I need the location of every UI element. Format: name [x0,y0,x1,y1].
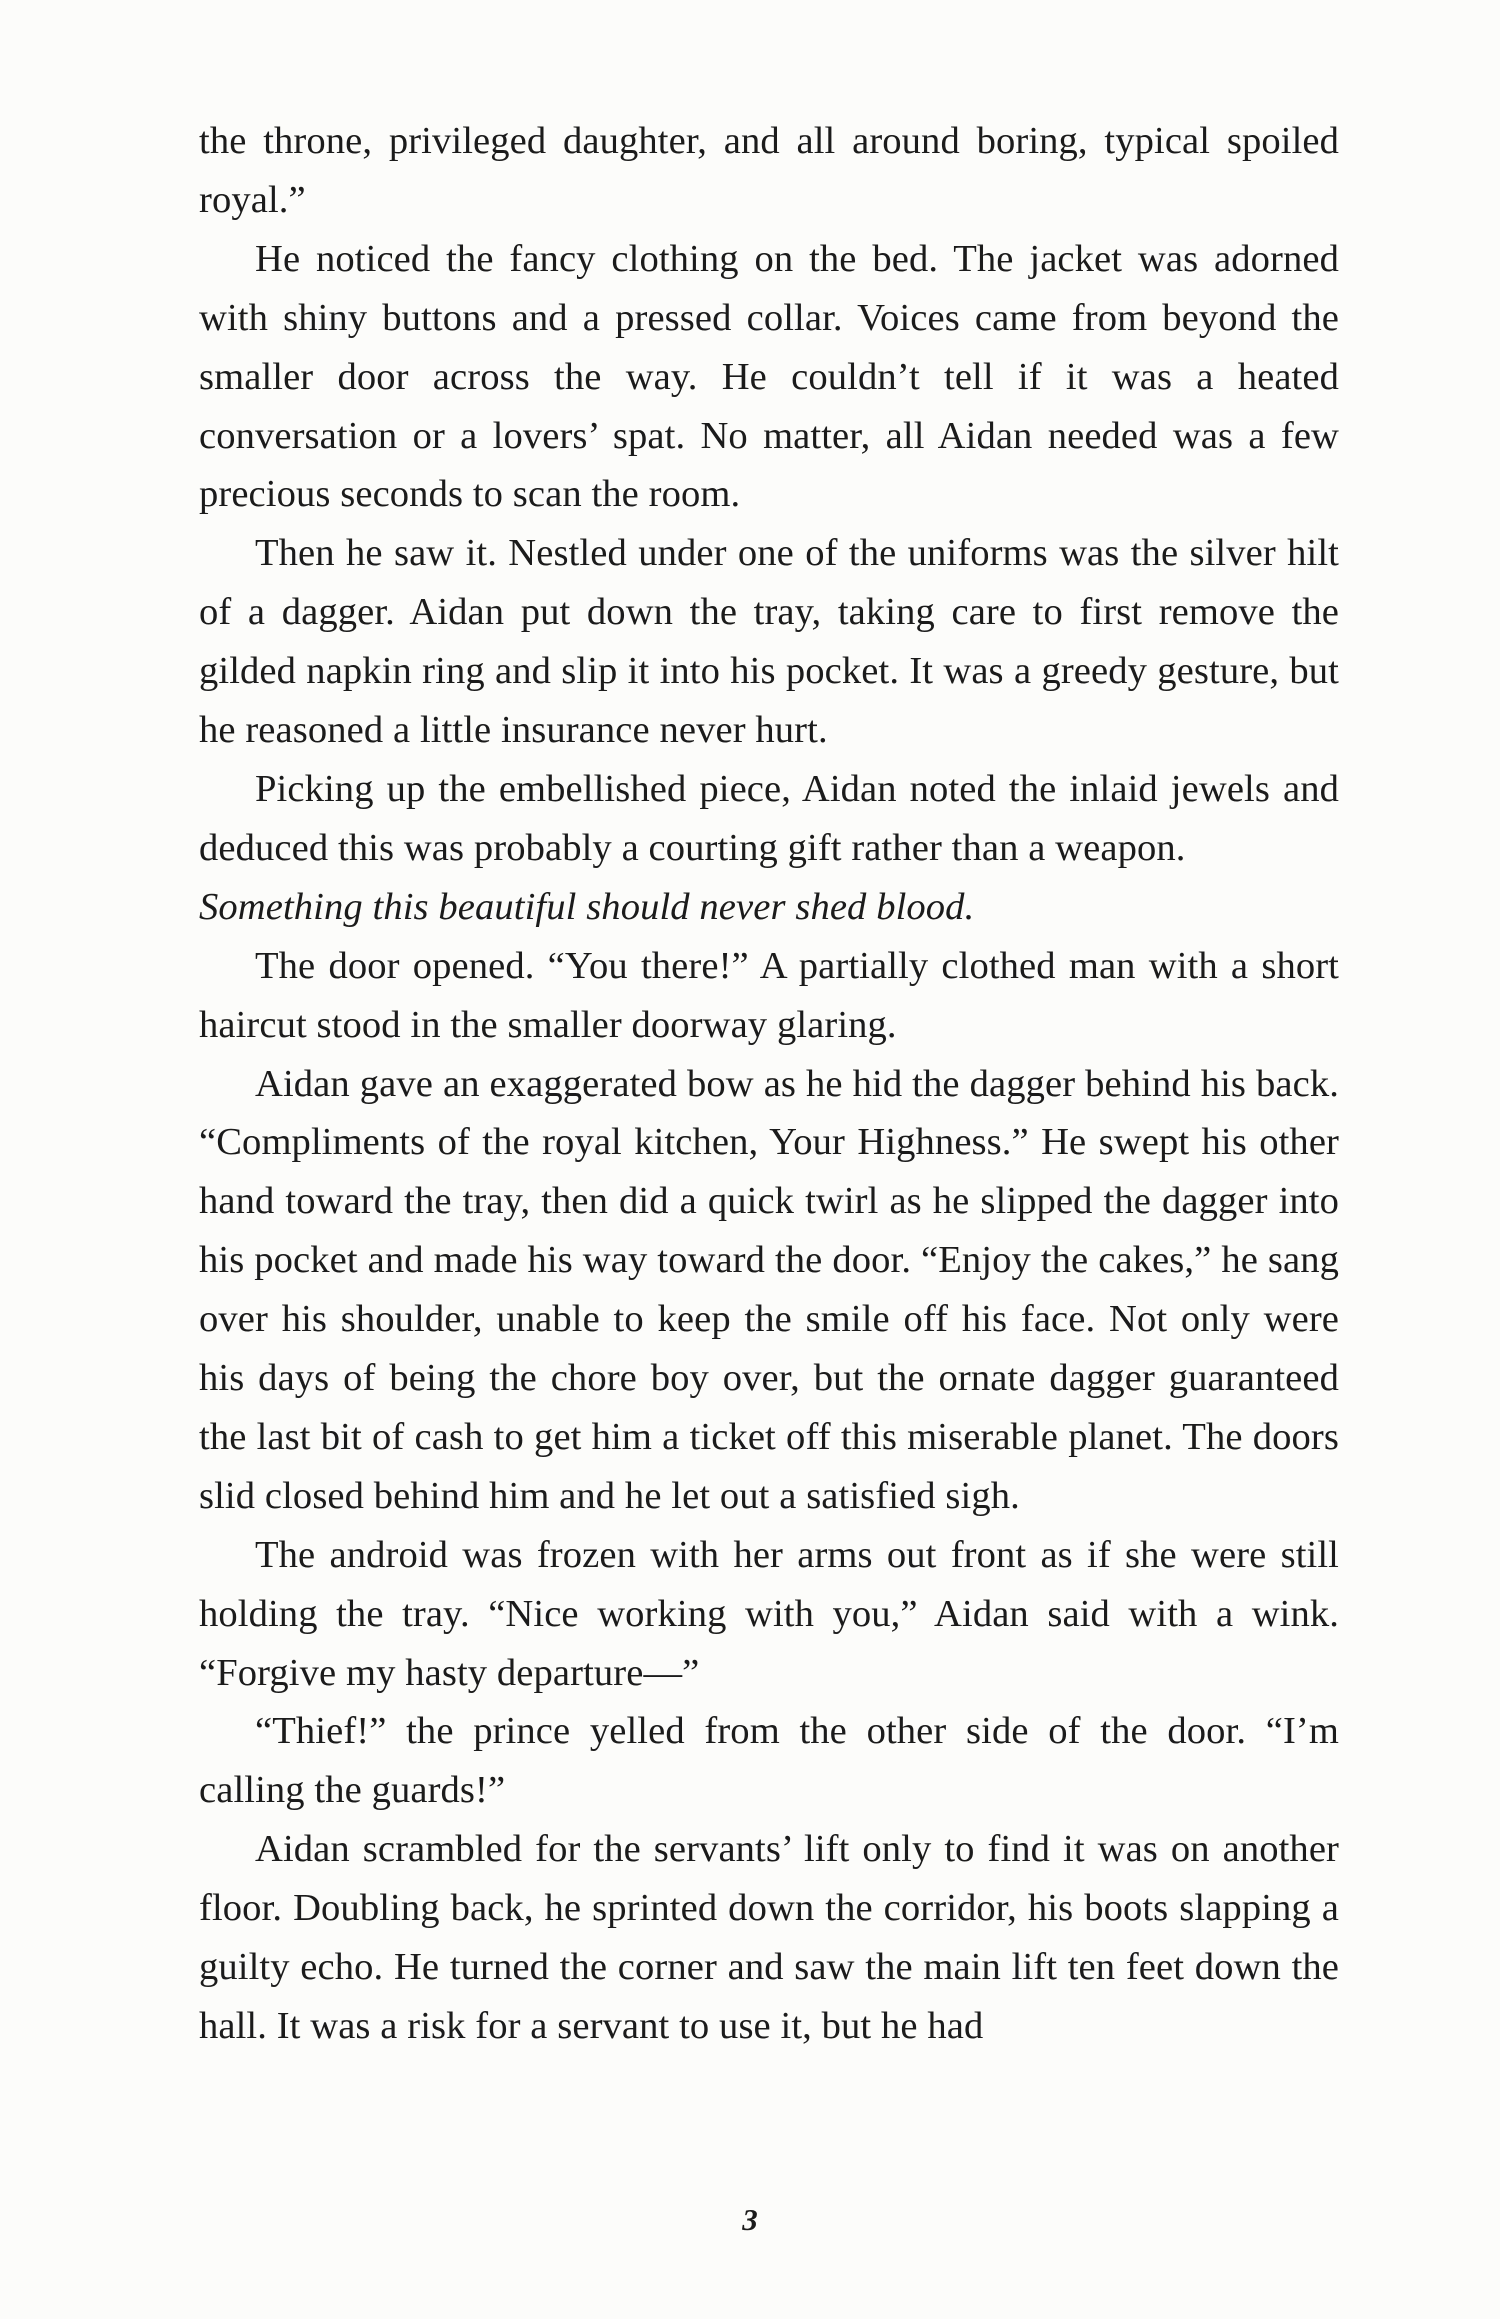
page-number: 3 [742,2202,758,2237]
italic-thought: Something this beautiful should never shed blood. [199,885,975,928]
paragraph: Then he saw it. Nestled under one of the uniforms was the silver hilt of a dagger. Aidan put down the tray, taking care to first remove the gilded napkin ring and slip it into his pocket. It was a greedy gesture, but he reasoned a little insurance never hurt. [199,532,1339,752]
paragraph: Aidan gave an exaggerated bow as he hid the dagger behind his back. “Compliments of the royal kitchen, Your Highness.” He swept his other hand toward the tray, then did a quick twirl as he slipped the dagger into his pocket and made his way toward the door. “Enjoy the cakes,” he sang over his shoulder, unable to keep the smile off his face. Not only were his days of being the chore boy over, but the ornate dagger guaranteed the last bit of cash to get him a ticket off this miserable planet. The doors slid closed behind him and he let out a satisfied sigh. [199,1062,1339,1517]
paragraph: “Thief!” the prince yelled from the other side of the door. “I’m calling the guards!” [199,1710,1339,1812]
paragraph: The door opened. “You there!” A partially clothed man with a short haircut stood in the smaller doorway glaring. [199,944,1339,1046]
body-text [199,112,1339,2056]
paragraph: He noticed the fancy clothing on the bed. The jacket was adorned with shiny buttons and a pressed collar. Voices came from beyond the smaller door across the way. He couldn’t tell if it was a heated conversation or a lovers’ spat. No matter, all Aidan needed was a few precious seconds to scan the room. [199,237,1339,516]
paragraph: Aidan scrambled for the servants’ lift only to find it was on another floor. Doubling back, he sprinted down the corridor, his boots slapping a guilty echo. He turned the corner and saw the main lift ten feet down the hall. It was a risk for a servant to use it, but he had [199,1828,1339,2047]
paragraph: The android was frozen with her arms out front as if she were still holding the tray. “Nice working with you,” Aidan said with a wink. “Forgive my hasty departure—” [199,1533,1339,1694]
paragraph: Picking up the embellished piece, Aidan noted the inlaid jewels and deduced this was probably a courting gift rather than a weapon. [199,767,1339,869]
paragraph: the throne, privileged daughter, and all around boring, typical spoiled royal.” [199,120,1339,221]
